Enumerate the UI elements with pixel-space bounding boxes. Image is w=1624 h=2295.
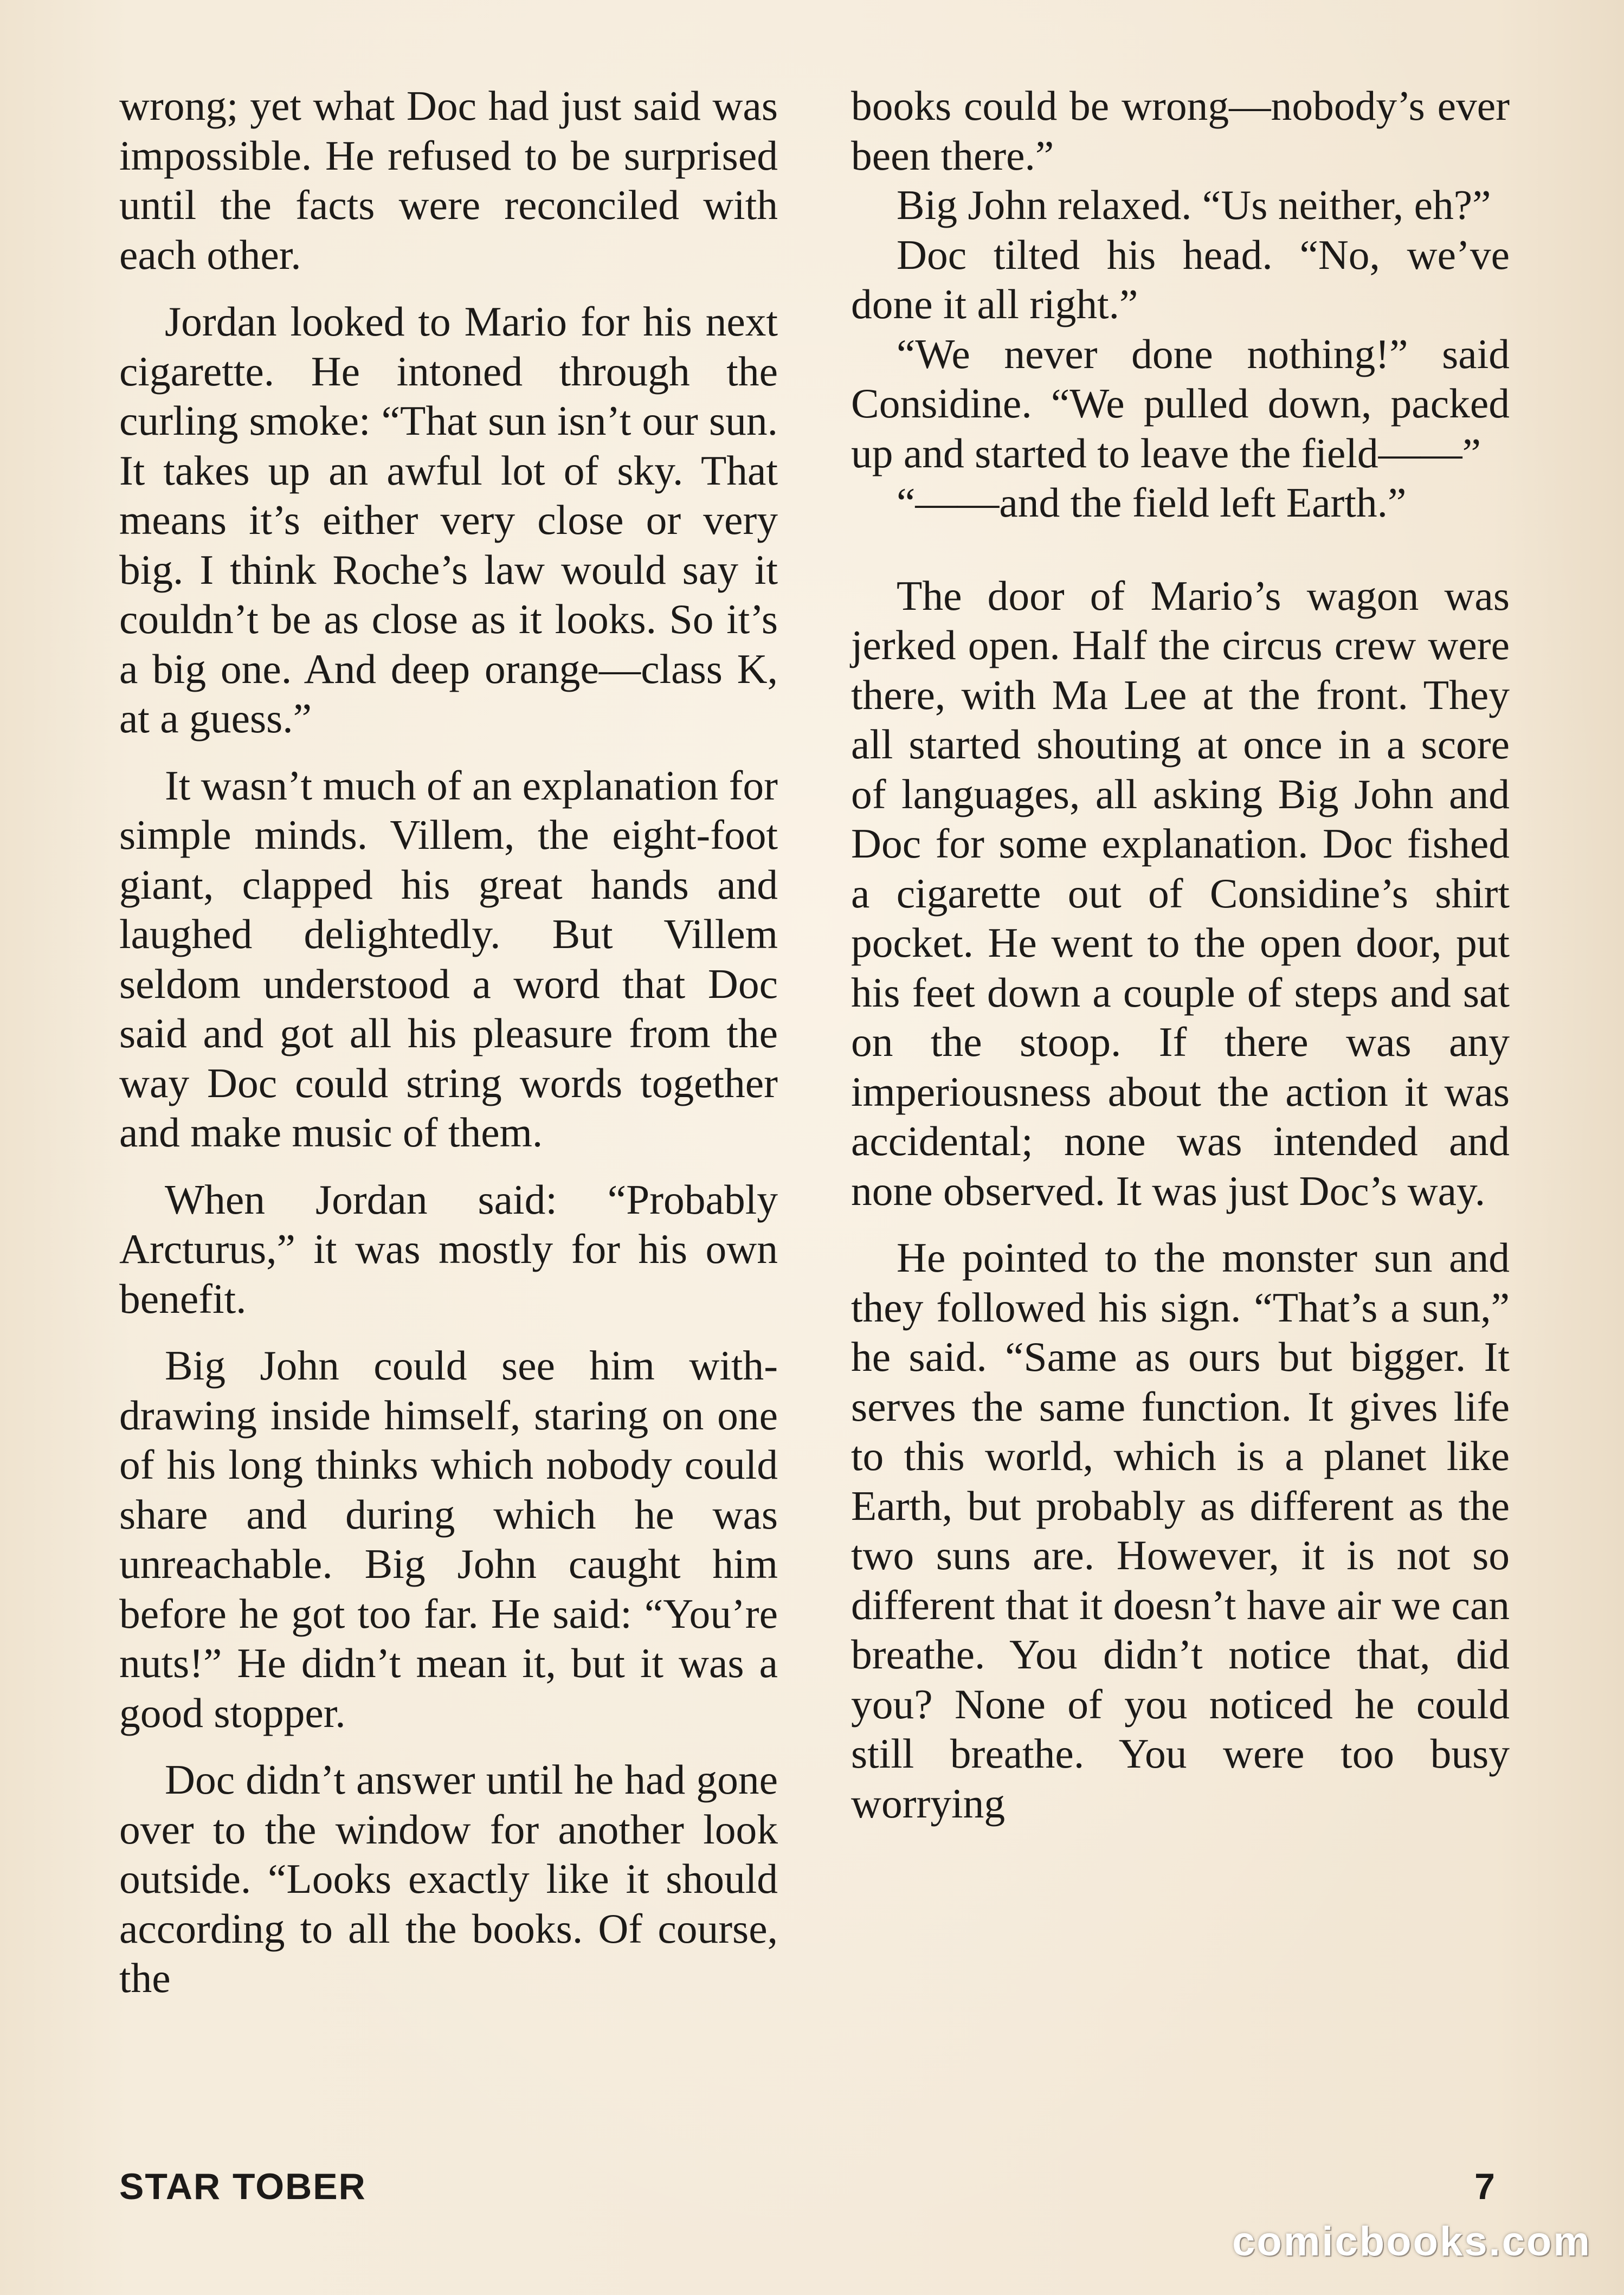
paragraph: Big John relaxed. “Us neither, eh?”: [897, 182, 1491, 228]
paragraph: Jordan looked to Mario for his next cigarette. He intoned through the curling smoke: “That sun isn’t our sun. It takes up an awful lot of sky. That means it’s either very close or very big. I think Roche’s law would say it couldn’t be as close as it looks. So it’s a big one. And deep orange—class K, at a guess.”: [119, 298, 778, 742]
paragraph: “We never done nothing!” said Considine. “We pulled down, packed up and started to leave the field——”: [851, 330, 1510, 476]
page-footer: [119, 2165, 1507, 2220]
magazine-title: STAR TOBER: [119, 2166, 366, 2207]
paragraph: When Jordan said: “Probably Arcturus,” it was mostly for his own benefit.: [119, 1176, 778, 1322]
paragraph: It wasn’t much of an explanation for simple minds. Villem, the eight-foot giant, clapped his great hands and laughed delightedly. But Villem seldom understood a word that Doc said and got all his pleasure from the way Doc could string words together and make music of them.: [119, 762, 778, 1156]
text-column-left: [119, 81, 778, 2021]
paragraph: books could be wrong—nobody’s ever been there.”: [851, 82, 1510, 179]
paragraph: Big John could see him withdrawing inside himself, staring on one of his long thinks which nobody could share and during which he was unreachable. Big John caught him before he got too far. He said: “You’re nuts!” He didn’t mean it, but it was a good stopper.: [119, 1342, 778, 1736]
paragraph: “——and the field left Earth.”: [897, 479, 1407, 526]
text-column-right: [851, 81, 1510, 1846]
paragraph: Doc tilted his head. “No, we’ve done it all right.”: [851, 231, 1510, 327]
page-number: 7: [1474, 2166, 1496, 2207]
watermark: comicbooks.com: [1232, 2219, 1591, 2265]
paragraph: wrong; yet what Doc had just said was impossible. He refused to be surprised until the facts were reconciled with each other.: [119, 82, 778, 278]
paragraph: Doc didn’t answer until he had gone over to the window for another look outside. “Looks exactly like it should according to all the books. Of course, the: [119, 1756, 778, 2001]
paragraph: He pointed to the monster sun and they followed his sign. “That’s a sun,” he said. “Same as ours but bigger. It serves the same function. It gives life to this world, which is a planet like Earth, but probably as different as the two suns are. However, it is not so different that it doesn’t have air we can breathe. You didn’t notice that, did you? None of you noticed he could still breathe. You were too busy worrying: [851, 1234, 1510, 1827]
paragraph: The door of Mario’s wagon was jerked open. Half the circus crew were there, with Ma Lee at the front. They all started shouting at once in a score of languages, all asking Big John and Doc for some explanation. Doc fished a cigarette out of Considine’s shirt pocket. He went to the open door, put his feet down a couple of steps and sat on the stoop. If there was any imperiousness about the action it was accidental; none was intended and none observed. It was just Doc’s way.: [851, 572, 1510, 1214]
